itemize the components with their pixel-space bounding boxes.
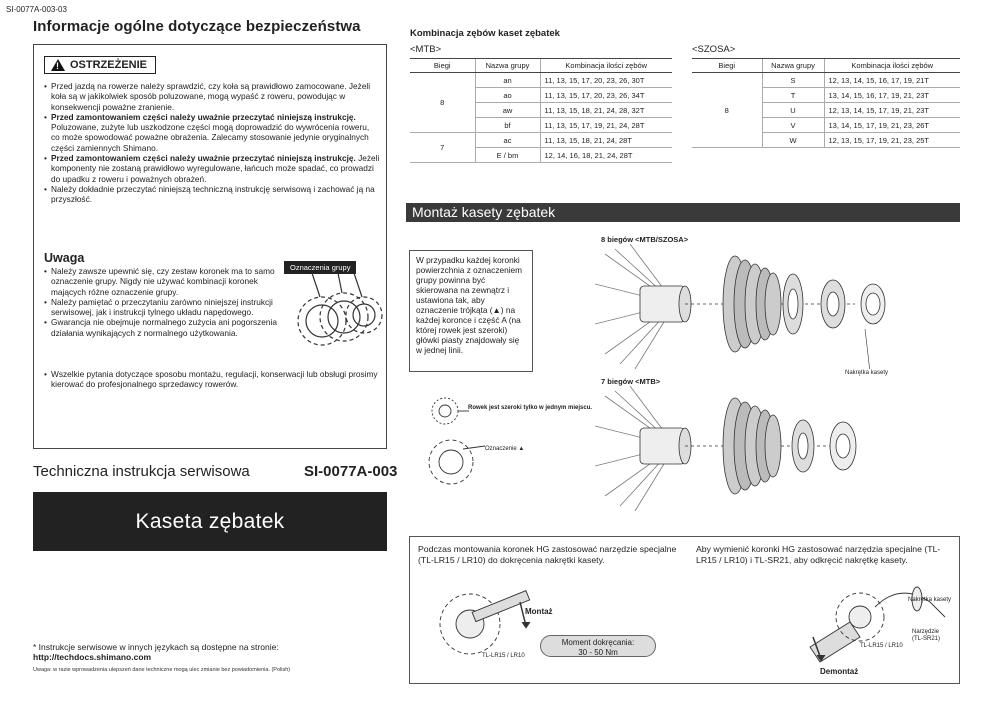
table-row: E / bm 12, 14, 16, 18, 21, 24, 28T	[410, 148, 672, 163]
note-item: • Należy zawsze upewnić się, czy zestaw koronek ma to samo oznaczenie grupy. Nigdy nie używać kombinacji koronek mających różne oznaczenie grupy.	[44, 266, 294, 297]
warning-item: • Przed zamontowaniem części należy uważnie przeczytać niniejszą instrukcję. Poluzowane, zużyte lub uszkodzone części mogą doprowadzić do wywrócenia roweru, co może spowodować poważne obrażenia. Zalecamy stosowanie jedynie oryginalnych części zamiennych Shimano.	[44, 112, 380, 153]
cassette-8-speed-illustration	[595, 244, 895, 369]
removal-tool-label: Narzędzie (TL-SR21)	[912, 629, 941, 642]
column-header: Biegi	[692, 59, 762, 73]
removal-lockring-label: Nakrętka kasety	[908, 597, 952, 603]
cassette-7-speed-illustration	[595, 386, 895, 511]
mtb-table	[410, 58, 672, 163]
note-item: • Należy pamiętać o przeczytaniu zarówno niniejszej instrukcji serwisowej, jak i instrukcji tylnego układu napędowego.	[44, 297, 294, 318]
footnote: * Instrukcje serwisowe w innych językach są dostępne na stronie: http://techdocs.shimano.com	[33, 642, 279, 662]
removal-text: Aby wymienić koronki HG zastosować narzędzia specjalne (TL-LR15 / LR10) i TL-SR21, aby odkręcić nakrętkę kasety.	[696, 544, 941, 565]
assembly-note: W przypadku każdej koronki powierzchnia z oznaczeniem grupy powinna być skierowana na zewnątrz i ustawiona tak, aby oznaczenie trójkąta (▲) na każdej koronce i część A (na której rowek jest szeroki) główki piasty znajdowały się w jednej linii.	[409, 250, 533, 372]
mtb-label: <MTB>	[410, 44, 442, 55]
marking-label: Oznaczenie ▲	[485, 446, 525, 452]
tool-instructions-box	[409, 536, 960, 684]
szosa-table	[692, 58, 960, 148]
manual-code: SI-0077A-003	[304, 463, 398, 480]
removal-action: Demontaż	[820, 667, 859, 676]
removal-tool-illustration	[805, 577, 955, 672]
manual-title: Techniczna instrukcja serwisowa	[33, 463, 250, 480]
column-header: Kombinacja ilości zębów	[824, 59, 960, 73]
tables-title: Kombinacja zębów kaset zębatek	[410, 28, 560, 39]
install-action: Montaż	[525, 607, 553, 616]
warning-item: • Należy dokładnie przeczytać niniejszą techniczną instrukcję serwisową i zachować ją na przyszłość.	[44, 184, 380, 205]
note-title: Uwaga	[44, 251, 85, 265]
install-text: Podczas montowania koronek HG zastosować narzędzie specjalne (TL-LR15 / LR10) do dokręcenia nakrętki kasety.	[418, 544, 677, 565]
note-list-wide	[44, 369, 380, 390]
removal-tool1: TL-LR15 / LR10	[860, 643, 903, 649]
warning-list	[44, 81, 380, 205]
table-row: ao 11, 13, 15, 17, 20, 23, 26, 34T	[410, 88, 672, 103]
warning-label: OSTRZEŻENIE	[70, 59, 148, 71]
label-7-speed: 7 biegów <MTB>	[601, 377, 661, 386]
table-row: aw 11, 13, 15, 18, 21, 24, 28, 32T	[410, 103, 672, 118]
note-list	[44, 266, 294, 338]
note-item: • Gwarancja nie obejmuje normalnego zużycia ani pogorszenia działania wynikających z normalnego użytkowania.	[44, 317, 294, 338]
table-row: U 12, 13, 14, 15, 17, 19, 21, 23T	[692, 103, 960, 118]
document-id: SI-0077A-003-03	[6, 5, 67, 14]
label-8-speed: 8 biegów <MTB/SZOSA>	[601, 235, 689, 244]
assembly-title: Montaż kasety zębatek	[406, 203, 960, 222]
safety-box	[33, 44, 387, 449]
install-tool-illustration	[430, 582, 540, 657]
warning-item: • Przed zamontowaniem części należy uważnie przeczytać niniejszą instrukcję. Jeżeli komponenty nie zostaną prawidłowo wyregulowane, łańcuch może spadać, co prowadzi do upadku z roweru i poważnych obrażeń.	[44, 153, 380, 184]
warning-badge	[44, 56, 156, 74]
docs-link[interactable]: http://techdocs.shimano.com	[33, 652, 152, 662]
warning-icon: !	[51, 59, 65, 71]
lockring-label: Nakrętka kasety	[845, 370, 889, 376]
product-title: Kaseta zębatek	[33, 492, 387, 551]
group-marking-label: Oznaczenia grupy	[284, 261, 356, 274]
column-header: Biegi	[410, 59, 475, 73]
table-row: 8 S 12, 13, 14, 15, 16, 17, 19, 21T	[692, 73, 960, 88]
safety-title: Informacje ogólne dotyczące bezpieczeństwa	[33, 18, 361, 35]
warning-item: • Przed jazdą na rowerze należy sprawdzić, czy koła są prawidłowo zamocowane. Jeżeli koła są w jakikolwiek sposób poluzowane, mogą wypaść z roweru, powodując w konsekwencji poważne zranienie.	[44, 81, 380, 112]
table-row: W 12, 13, 15, 17, 19, 21, 23, 25T	[692, 133, 960, 148]
column-header: Kombinacja ilości zębów	[540, 59, 672, 73]
table-row: 8 an 11, 13, 15, 17, 20, 23, 26, 30T	[410, 73, 672, 88]
table-row: V 13, 14, 15, 17, 19, 21, 23, 26T	[692, 118, 960, 133]
column-header: Nazwa grupy	[762, 59, 824, 73]
disclaimer: Uwaga: w razie wprowadzenia ulepszeń dane techniczne mogą ulec zmianie bez powiadomienia. (Polish)	[33, 667, 291, 673]
table-row: bf 11, 13, 15, 17, 19, 21, 24, 28T	[410, 118, 672, 133]
sprocket-group-illustration	[292, 273, 384, 353]
column-header: Nazwa grupy	[475, 59, 540, 73]
groove-label: Rowek jest szeroki tylko w jednym miejscu.	[468, 405, 593, 411]
torque-badge: Moment dokręcania: 30 - 50 Nm	[540, 635, 656, 657]
table-row: 7 ac 11, 13, 15, 18, 21, 24, 28T	[410, 133, 672, 148]
install-tool: TL-LR15 / LR10	[482, 653, 525, 659]
table-row: T 13, 14, 15, 16, 17, 19, 21, 23T	[692, 88, 960, 103]
szosa-label: <SZOSA>	[692, 44, 736, 55]
note-item: • Wszelkie pytania dotyczące sposobu montażu, regulacji, konserwacji lub obsługi prosimy kierować do profesjonalnego sprzedawcy rowerów.	[44, 369, 380, 390]
